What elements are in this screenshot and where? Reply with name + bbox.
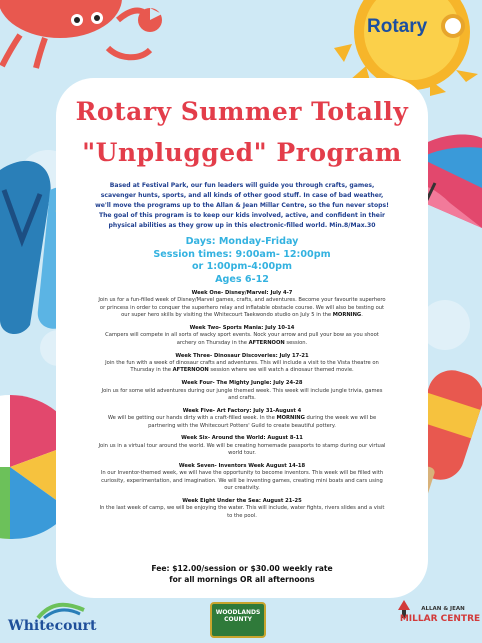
woodlands-logo-line-1: WOODLANDS <box>215 609 261 616</box>
week-item <box>98 353 386 375</box>
week-description: We will be getting our hands dirty with a craft-filled week. In the MORNING during the week we will be partnering with the Whitecourt Potters' Guild to create beautiful pottery. <box>107 415 377 429</box>
schedule-days: Days: Monday-Friday <box>185 236 299 247</box>
page-title-line-2: "Unplugged" Program <box>82 138 402 167</box>
rotary-wheel-icon <box>441 14 465 38</box>
fee-line-1: Fee: $12.00/session or $30.00 weekly rate <box>151 564 333 573</box>
whitecourt-logo-text: Whitecourt <box>8 618 97 634</box>
week-item <box>98 325 386 347</box>
schedule-ages: Ages 6-12 <box>215 273 269 285</box>
week-item <box>98 498 386 520</box>
week-title: Week Five- Art Factory: July 31-August 4 <box>182 407 302 414</box>
week-description: Join us for a fun-filled week of Disney/Marvel games, crafts, and adventures. Become your favourite superhero or princess in order to conquer the superhero relay and inflatable obstacle course. We will also be testing out our super hero skills by visiting the Whitecourt Taekwondo studio on July 5 in the MORNING. <box>98 297 386 319</box>
week-item <box>98 380 386 402</box>
week-title: Week Seven- Inventors Week August 14-18 <box>178 463 306 470</box>
week-title: Week One- Disney/Marvel: July 4-7 <box>191 290 293 296</box>
week-description: Join us in a virtual tour around the world. We will be creating homemade passports to stamp during our virtual world tour. <box>98 442 386 457</box>
whitecourt-logo-icon <box>36 600 86 620</box>
schedule-or: or 1:00pm-4:00pm <box>191 261 293 273</box>
allan-jean-text: ALLAN & JEAN <box>421 606 465 612</box>
week-item <box>98 408 386 430</box>
week-item <box>98 463 386 493</box>
rotary-logo-text: Rotary <box>367 16 428 37</box>
weeks-list <box>98 290 386 526</box>
page-title-line-1: Rotary Summer Totally <box>75 97 409 126</box>
week-description: In our Inventor-themed week, we will have the opportunity to become inventors. This week will be filled with curiosity, experimentation, and imagination. We will be inventing games, creating mini boats and cars using our creativity. <box>100 470 384 492</box>
crab-illustration <box>0 0 170 70</box>
week-title: Week Two- Sports Mania: July 10-14 <box>189 325 295 332</box>
week-item <box>98 290 386 320</box>
week-item <box>98 435 386 457</box>
week-description: In the last week of camp, we will be enjoying the water. This will include, water fights, rivers slides and a visit to the pool. <box>99 505 385 519</box>
week-title: Week Three- Dinosaur Discoveries: July 17-21 <box>175 352 309 359</box>
fee-block <box>92 564 392 585</box>
schedule-session: Session times: 9:00am- 12:00pm <box>153 248 331 260</box>
schedule-block <box>92 236 392 286</box>
week-description: Campers will compete in all sorts of wacky sport events. Nock your arrow and pull your bow as you shoot archery on Thursday in the AFTERNOON session. <box>105 332 379 346</box>
program-intro: Based at Festival Park, our fun leaders will guide you through crafts, games, scavenger hunts, sports, and all kinds of other good stuff. In case of bad weather, we'll move the programs up to the Allan & Jean Millar Centre, so the fun never stops! The goal of this program is to keep our kids involved, active, and confident in their physical abilities as they grow up in this electronic-filled world. Min.8/Max.30 <box>95 182 389 229</box>
millar-centre-text: MILLAR CENTRE <box>399 614 481 624</box>
week-title: Week Six- Around the World: August 8-11 <box>181 435 303 442</box>
week-description: Join us for some wild adventures during our jungle themed week. This week will include jungle trivia, games and crafts. <box>101 387 383 402</box>
week-title: Week Four- The Mighty Jungle: July 24-28 <box>181 380 303 387</box>
fee-line-2: for all mornings OR all afternoons <box>169 574 315 584</box>
week-description: Join the fun with a week of dinosaur crafts and adventures. This will include a visit to the Vista theatre on Thursday in the AFTERNOON session where we will watch a dinosaur themed movie. <box>105 360 379 374</box>
woodlands-logo-line-2: COUNTY <box>224 616 252 623</box>
week-title: Week Eight Under the Sea: August 21-25 <box>182 498 302 505</box>
